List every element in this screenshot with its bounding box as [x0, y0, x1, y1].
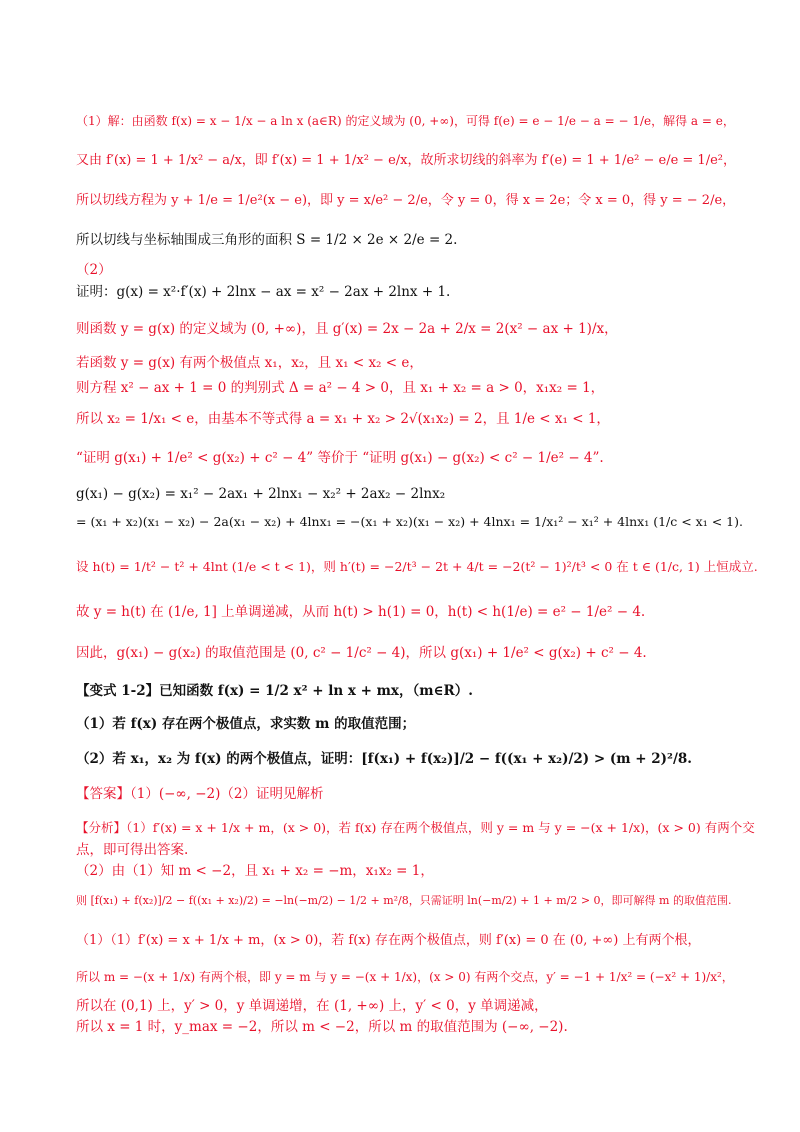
variant-title: 【变式 1-2】已知函数 f(x) = 1/2 x² + ln x + mx，（m∈R）.: [76, 683, 473, 699]
variant-question-2: （2）若 x₁，x₂ 为 f(x) 的两个极值点，证明：[f(x₁) + f(x₂)]/2 − f((x₁ + x₂)/2) > (m + 2)²/8.: [76, 751, 692, 767]
proof-line-6: “证明 g(x₁) + 1/e² < g(x₂) + c² − 4” 等价于 “证明 g(x₁) − g(x₂) < c² − 1/e² − 4”.: [76, 450, 604, 466]
solution-line-4: 所以切线与坐标轴围成三角形的面积 S = 1/2 × 2e × 2/e = 2.: [76, 232, 458, 248]
detail-line-2: 所以 m = −(x + 1/x) 有两个根，即 y = m 与 y = −(x + 1/x)，(x > 0) 有两个交点，y′ = −1 + 1/x² = (−x² + 1)/x²，: [76, 970, 734, 984]
detail-line-1: （1）（1）f′(x) = x + 1/x + m，(x > 0)，若 f(x) 存在两个极值点，则 f′(x) = 0 在 (0, +∞) 上有两个根，: [76, 933, 701, 948]
detail-line-4: 所以 x = 1 时，y_max = −2，所以 m < −2，所以 m 的取值范围为 (−∞, −2).: [76, 1019, 568, 1035]
proof-line-5: 所以 x₂ = 1/x₁ < e，由基本不等式得 a = x₁ + x₂ > 2√(x₁x₂) = 2，且 1/e < x₁ < 1，: [76, 411, 610, 427]
answer-line: 【答案】（1）(−∞, −2)（2）证明见解析: [76, 786, 324, 802]
analysis-line-1: 【分析】（1）f′(x) = x + 1/x + m，(x > 0)，若 f(x) 存在两个极值点，则 y = m 与 y = −(x + 1/x)，(x > 0) 有两个交: [76, 820, 755, 835]
proof-line-10: 故 y = h(t) 在 (1/e, 1] 上单调递减，从而 h(t) > h(1) = 0，h(t) < h(1/e) = e² − 1/e² − 4.: [76, 604, 646, 620]
variant-question-1: （1）若 f(x) 存在两个极值点，求实数 m 的取值范围；: [76, 716, 416, 732]
proof-line-8: = (x₁ + x₂)(x₁ − x₂) − 2a(x₁ − x₂) + 4lnx₁ = −(x₁ + x₂)(x₁ − x₂) + 4lnx₁ = 1/x₁² − x₁² + 4lnx₁ (1/c < x₁ < 1).: [76, 514, 743, 529]
proof-line-4: 则方程 x² − ax + 1 = 0 的判别式 Δ = a² − 4 > 0，且 x₁ + x₂ = a > 0，x₁x₂ = 1，: [76, 380, 605, 396]
solution-line-3: 所以切线方程为 y + 1/e = 1/e²(x − e)，即 y = x/e² − 2/e，令 y = 0，得 x = 2e；令 x = 0，得 y = − 2/e，: [76, 193, 736, 208]
part-2-label: （2）: [76, 262, 112, 278]
analysis-line-3: （2）由（1）知 m < −2，且 x₁ + x₂ = −m，x₁x₂ = 1，: [76, 863, 434, 879]
proof-line-1: 证明：g(x) = x²·f′(x) + 2lnx − ax = x² − 2ax + 2lnx + 1.: [76, 284, 451, 300]
proof-line-3: 若函数 y = g(x) 有两个极值点 x₁，x₂，且 x₁ < x₂ < e，: [76, 355, 423, 371]
proof-line-11: 因此，g(x₁) − g(x₂) 的取值范围是 (0, c² − 1/c² − 4)，所以 g(x₁) + 1/e² < g(x₂) + c² − 4.: [76, 645, 647, 661]
proof-line-2: 则函数 y = g(x) 的定义域为 (0, +∞)，且 g′(x) = 2x − 2a + 2/x = 2(x² − ax + 1)/x，: [76, 321, 618, 337]
solution-line-1: （1）解：由函数 f(x) = x − 1/x − a ln x (a∈R) 的定义域为 (0, +∞)，可得 f(e) = e − 1/e − a = − 1/e，解得 a = e，: [76, 114, 735, 128]
detail-line-3: 所以在 (0,1) 上，y′ > 0，y 单调递增，在 (1, +∞) 上，y′ < 0，y 单调递减，: [76, 998, 548, 1014]
proof-line-9: 设 h(t) = 1/t² − t² + 4lnt (1/e < t < 1)，则 h′(t) = −2/t³ − 2t + 4/t = −2(t² − 1)²/t³ < 0 在 t ∈ (1/c, 1) 上恒成立.: [76, 559, 758, 574]
analysis-line-2: 点，即可得出答案.: [76, 842, 189, 858]
analysis-line-4: 则 [f(x₁) + f(x₂)]/2 − f((x₁ + x₂)/2) = −ln(−m/2) − 1/2 + m²/8，只需证明 ln(−m/2) + 1 + m/2 > 0，即可解得 m 的取值范围.: [76, 894, 732, 907]
proof-line-7: g(x₁) − g(x₂) = x₁² − 2ax₁ + 2lnx₁ − x₂² + 2ax₂ − 2lnx₂: [76, 486, 446, 502]
solution-line-2: 又由 f′(x) = 1 + 1/x² − a/x，即 f′(x) = 1 + 1/x² − e/x，故所求切线的斜率为 f′(e) = 1 + 1/e² − e/e = 1/e²，: [76, 153, 736, 168]
